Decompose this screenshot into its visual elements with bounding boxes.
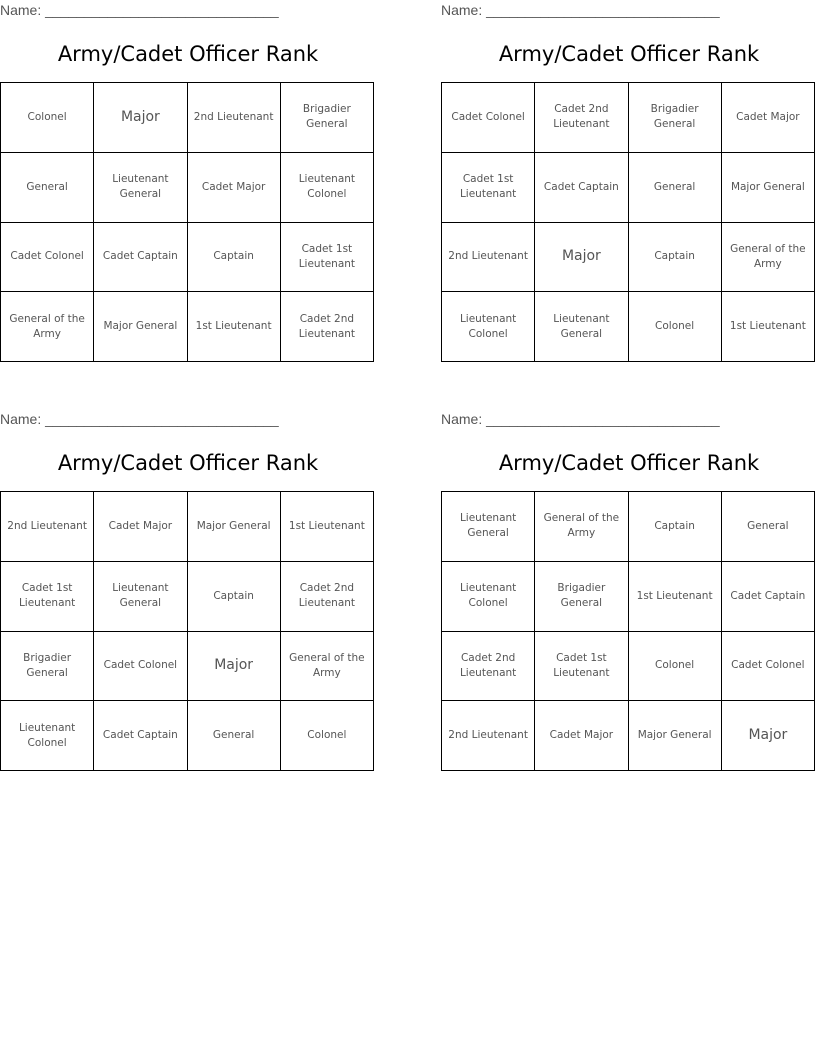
bingo-cell: Cadet Captain: [94, 223, 187, 293]
bingo-cell: Colonel: [629, 292, 722, 362]
bingo-cell: General: [188, 701, 281, 771]
bingo-cell: Cadet Colonel: [442, 83, 535, 153]
bingo-cell: Cadet 1st Lieutenant: [1, 562, 94, 632]
bingo-cell: Cadet 1st Lieutenant: [535, 632, 628, 702]
bingo-cell: Cadet 1st Lieutenant: [442, 153, 535, 223]
bingo-cell: Major General: [188, 492, 281, 562]
card-title: Army/Cadet Officer Rank: [57, 451, 319, 475]
bingo-cell: Major: [535, 223, 628, 293]
bingo-cell: 1st Lieutenant: [188, 292, 281, 362]
bingo-cell: Captain: [629, 223, 722, 293]
bingo-cell: Lieutenant Colonel: [442, 292, 535, 362]
bingo-cell: 2nd Lieutenant: [442, 223, 535, 293]
bingo-cell: Major General: [722, 153, 815, 223]
bingo-cell: Cadet Captain: [94, 701, 187, 771]
bingo-cell: Captain: [188, 562, 281, 632]
bingo-cell: Lieutenant General: [94, 153, 187, 223]
bingo-cell: Major General: [629, 701, 722, 771]
bingo-cell: Brigadier General: [281, 83, 374, 153]
bingo-cell: Lieutenant General: [442, 492, 535, 562]
bingo-cell: Major: [188, 632, 281, 702]
bingo-cell: Colonel: [281, 701, 374, 771]
bingo-cell: Cadet Major: [94, 492, 187, 562]
bingo-cell: Major: [94, 83, 187, 153]
bingo-cell: 1st Lieutenant: [722, 292, 815, 362]
bingo-cell: Cadet 2nd Lieutenant: [281, 562, 374, 632]
name-field[interactable]: Name: ______________________________: [441, 411, 720, 427]
bingo-cell: General of the Army: [535, 492, 628, 562]
bingo-cell: Cadet 1st Lieutenant: [281, 223, 374, 293]
bingo-cell: Cadet Colonel: [1, 223, 94, 293]
bingo-cell: Lieutenant Colonel: [1, 701, 94, 771]
bingo-cell: 2nd Lieutenant: [442, 701, 535, 771]
bingo-cell: Colonel: [629, 632, 722, 702]
bingo-grid: [441, 82, 815, 362]
bingo-grid: [441, 491, 815, 771]
bingo-cell: Colonel: [1, 83, 94, 153]
bingo-cell: Lieutenant Colonel: [281, 153, 374, 223]
bingo-cell: Captain: [629, 492, 722, 562]
bingo-cell: Major: [722, 701, 815, 771]
bingo-cell: General of the Army: [1, 292, 94, 362]
bingo-cell: Cadet 2nd Lieutenant: [535, 83, 628, 153]
bingo-cell: Lieutenant General: [535, 292, 628, 362]
bingo-cell: General: [1, 153, 94, 223]
bingo-cell: Cadet Major: [722, 83, 815, 153]
card-title: Army/Cadet Officer Rank: [498, 451, 760, 475]
bingo-cell: Brigadier General: [629, 83, 722, 153]
card-title: Army/Cadet Officer Rank: [57, 42, 319, 66]
bingo-cell: 1st Lieutenant: [629, 562, 722, 632]
name-field[interactable]: Name: ______________________________: [0, 411, 279, 427]
bingo-cell: Brigadier General: [535, 562, 628, 632]
bingo-cell: Lieutenant Colonel: [442, 562, 535, 632]
bingo-cell: Cadet Captain: [722, 562, 815, 632]
bingo-cell: General: [629, 153, 722, 223]
bingo-cell: Cadet Colonel: [94, 632, 187, 702]
bingo-cell: 2nd Lieutenant: [188, 83, 281, 153]
bingo-cell: Captain: [188, 223, 281, 293]
bingo-cell: General: [722, 492, 815, 562]
bingo-cell: Cadet Major: [535, 701, 628, 771]
name-field[interactable]: Name: ______________________________: [0, 2, 279, 18]
bingo-cell: Cadet Colonel: [722, 632, 815, 702]
card-title: Army/Cadet Officer Rank: [498, 42, 760, 66]
bingo-grid: [0, 82, 374, 362]
bingo-cell: 1st Lieutenant: [281, 492, 374, 562]
bingo-cell: General of the Army: [722, 223, 815, 293]
name-field[interactable]: Name: ______________________________: [441, 2, 720, 18]
bingo-grid: [0, 491, 374, 771]
bingo-cell: Lieutenant General: [94, 562, 187, 632]
bingo-cell: Cadet Captain: [535, 153, 628, 223]
bingo-cell: Brigadier General: [1, 632, 94, 702]
bingo-cell: General of the Army: [281, 632, 374, 702]
bingo-cell: Cadet 2nd Lieutenant: [442, 632, 535, 702]
bingo-cell: Cadet Major: [188, 153, 281, 223]
bingo-cell: Major General: [94, 292, 187, 362]
bingo-cell: Cadet 2nd Lieutenant: [281, 292, 374, 362]
bingo-cell: 2nd Lieutenant: [1, 492, 94, 562]
